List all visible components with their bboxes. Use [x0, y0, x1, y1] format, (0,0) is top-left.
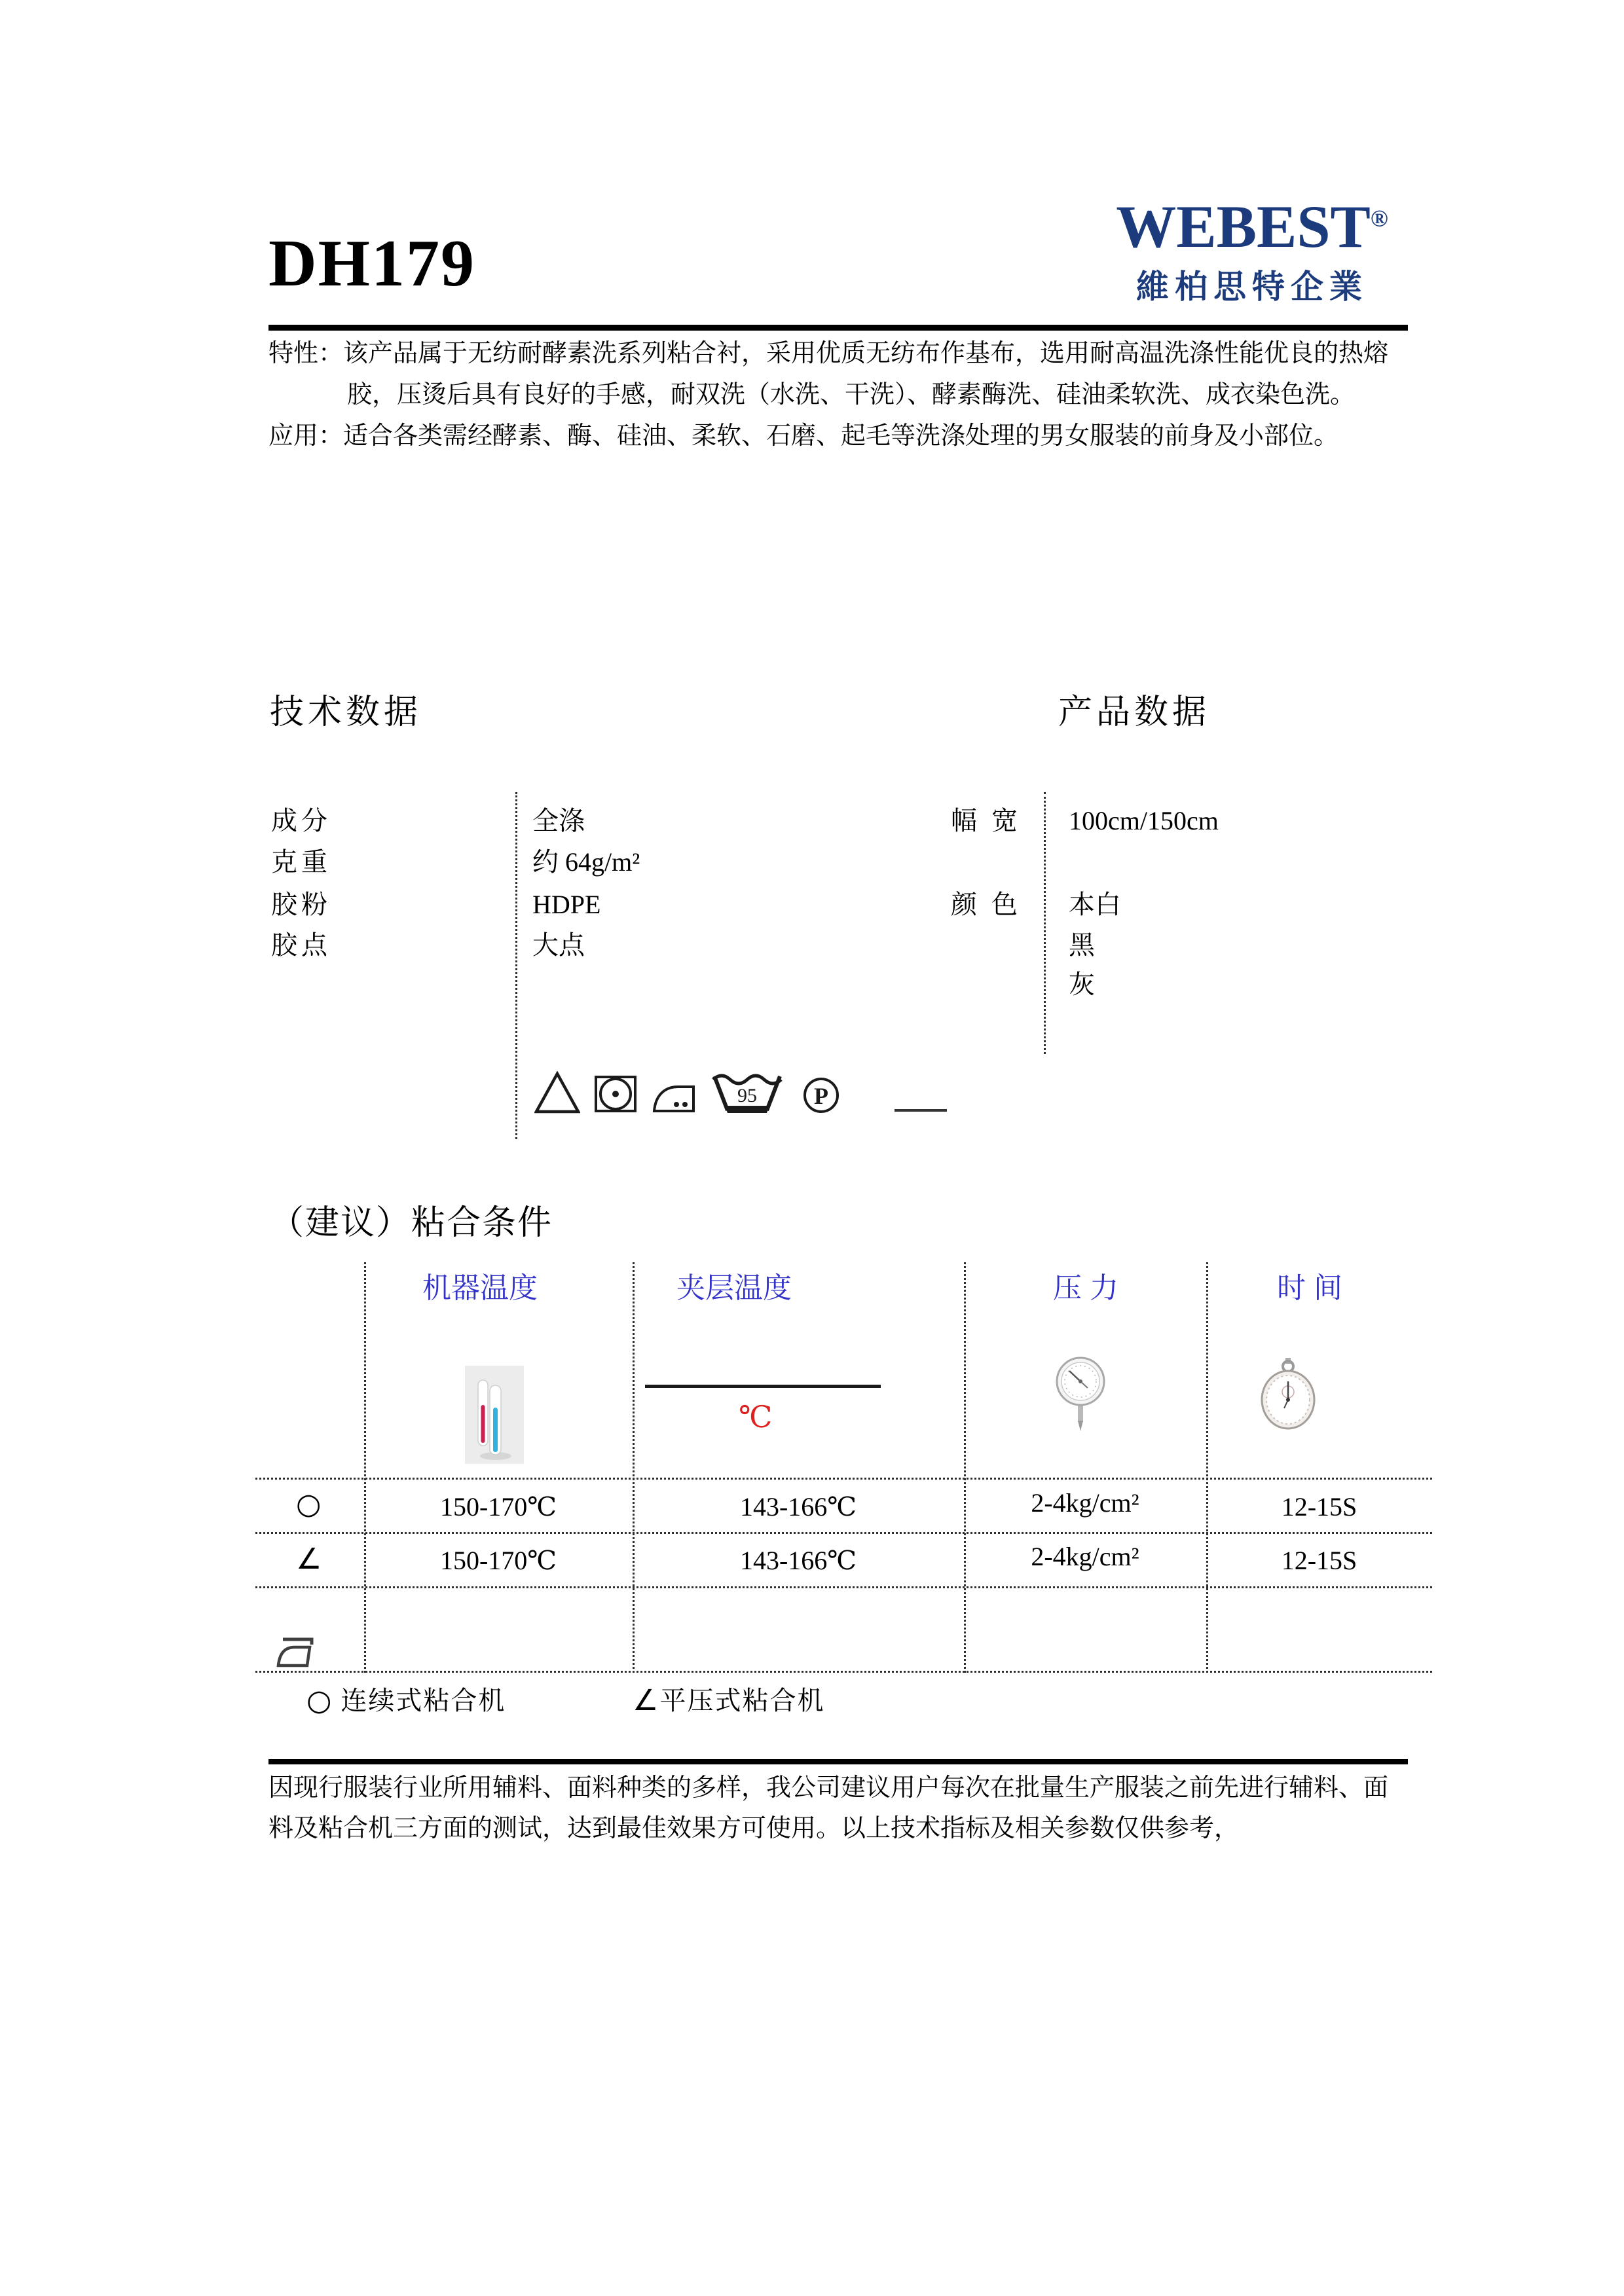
tech-label-composition: 成分: [271, 806, 331, 835]
tech-table-divider-right: [1044, 792, 1046, 1054]
footer-line-1: 因现行服装行业所用辅料、面料种类的多样，我公司建议用户每次在批量生产服装之前先进行辅料、面: [268, 1774, 1389, 1802]
brand-name: WEBEST: [1116, 193, 1371, 260]
row1-interlayer-temp: 143-166℃: [739, 1492, 857, 1522]
tech-value-dot: 大点: [532, 930, 585, 960]
tumble-dry-low-icon: [594, 1075, 637, 1113]
legend-continuous: [306, 1685, 506, 1717]
product-value-width: 100cm/150cm: [1069, 806, 1219, 835]
bonding-col-line-3: [964, 1262, 966, 1673]
row1-pressure: 2-4kg/cm²: [1031, 1488, 1139, 1518]
bonding-col-line-1: [364, 1262, 366, 1673]
tech-label-weight: 克重: [271, 847, 331, 877]
legend-flat-press-label: 平压式粘合机: [659, 1686, 825, 1715]
thermometer-icon: [465, 1366, 524, 1464]
line-dry-icon: [895, 1109, 947, 1112]
row2-machine-symbol: ∠: [296, 1542, 322, 1576]
company-logo: [1104, 193, 1400, 308]
bonding-col-pressure: 压力: [1053, 1272, 1126, 1304]
tech-data-title: 技术数据: [270, 694, 422, 731]
bonding-col-time: 时间: [1277, 1272, 1350, 1304]
legend-angle-symbol: ∠: [633, 1684, 659, 1717]
intro-paragraph: [268, 333, 1424, 457]
bonding-col-line-4: [1206, 1262, 1208, 1673]
legend-flat-press: [633, 1685, 824, 1717]
footer-divider: [268, 1759, 1408, 1764]
tech-value-composition: 全涤: [532, 806, 585, 835]
row2-machine-temp: 150-170℃: [439, 1546, 557, 1575]
bonding-row-line-4: [255, 1671, 1432, 1673]
pressure-gauge-icon: [1055, 1354, 1106, 1432]
bonding-title: （建议）粘合条件: [270, 1205, 553, 1242]
legend-continuous-label: 连续式粘合机: [341, 1686, 506, 1715]
stopwatch-icon: [1258, 1357, 1318, 1430]
product-label-color: 颜 色: [951, 890, 1022, 919]
registered-mark-icon: ®: [1370, 205, 1388, 232]
brand-wordmark: [1104, 193, 1400, 260]
product-data-title: 产品数据: [1058, 694, 1211, 731]
celsius-label: ℃: [739, 1400, 773, 1434]
application-line: 应用：适合各类需经酵素、酶、硅油、柔软、石磨、起毛等洗涤处理的男女服装的前身及小部位。: [268, 422, 1339, 450]
tech-value-adhesive: HDPE: [532, 890, 601, 919]
brand-name-cn: 維柏思特企業: [1136, 268, 1368, 306]
tech-value-weight: 约 64g/m²: [532, 847, 640, 877]
legend-circle-symbol: ○: [306, 1684, 332, 1717]
feature-line-2: 胶，压烫后具有良好的手感，耐双洗（水洗、干洗）、酵素酶洗、硅油柔软洗、成衣染色洗。: [347, 381, 1356, 409]
wash-95-icon: [709, 1070, 785, 1114]
iron-machine-icon: [275, 1635, 316, 1668]
iron-two-dots-icon: [650, 1077, 696, 1114]
row1-time: 12-15S: [1281, 1492, 1357, 1522]
bleach-triangle-icon: [534, 1071, 580, 1114]
feature-line-1: 特性：该产品属于无纺耐酵素洗系列粘合衬，采用优质无纺布作基布，选用耐高温洗涤性能优良的热熔: [268, 340, 1389, 367]
page-title: DH179: [268, 227, 475, 301]
footer-line-2: 料及粘合机三方面的测试，达到最佳效果方可使用。以上技术指标及相关参数仅供参考，: [268, 1815, 1240, 1842]
tech-table-divider-left: [515, 792, 517, 1139]
row2-pressure: 2-4kg/cm²: [1031, 1542, 1139, 1571]
interlayer-line: [645, 1385, 881, 1388]
dryclean-p-icon: [800, 1077, 843, 1114]
dryclean-letter: P: [814, 1083, 828, 1109]
bonding-col-line-2: [633, 1262, 635, 1673]
row1-machine-temp: 150-170℃: [439, 1492, 557, 1522]
product-color-natural: 本白: [1069, 890, 1121, 919]
bonding-row-line-2: [255, 1532, 1432, 1534]
tech-label-dot: 胶点: [271, 930, 331, 960]
product-label-width: 幅 宽: [951, 806, 1022, 835]
wash-temp-value: 95: [737, 1085, 757, 1106]
bonding-col-interlayer-temp: 夹层温度: [676, 1272, 792, 1304]
tech-label-adhesive: 胶粉: [271, 890, 331, 919]
bonding-row-line-1: [255, 1478, 1432, 1480]
row1-machine-symbol: ○: [296, 1487, 322, 1521]
footer-note: [268, 1768, 1424, 1849]
row2-interlayer-temp: 143-166℃: [739, 1546, 857, 1575]
product-color-grey: 灰: [1069, 970, 1095, 999]
product-color-black: 黑: [1069, 930, 1095, 960]
bonding-row-line-3: [255, 1586, 1432, 1588]
header-divider: [268, 325, 1408, 331]
bonding-col-machine-temp: 机器温度: [422, 1272, 538, 1304]
row2-time: 12-15S: [1281, 1546, 1357, 1575]
